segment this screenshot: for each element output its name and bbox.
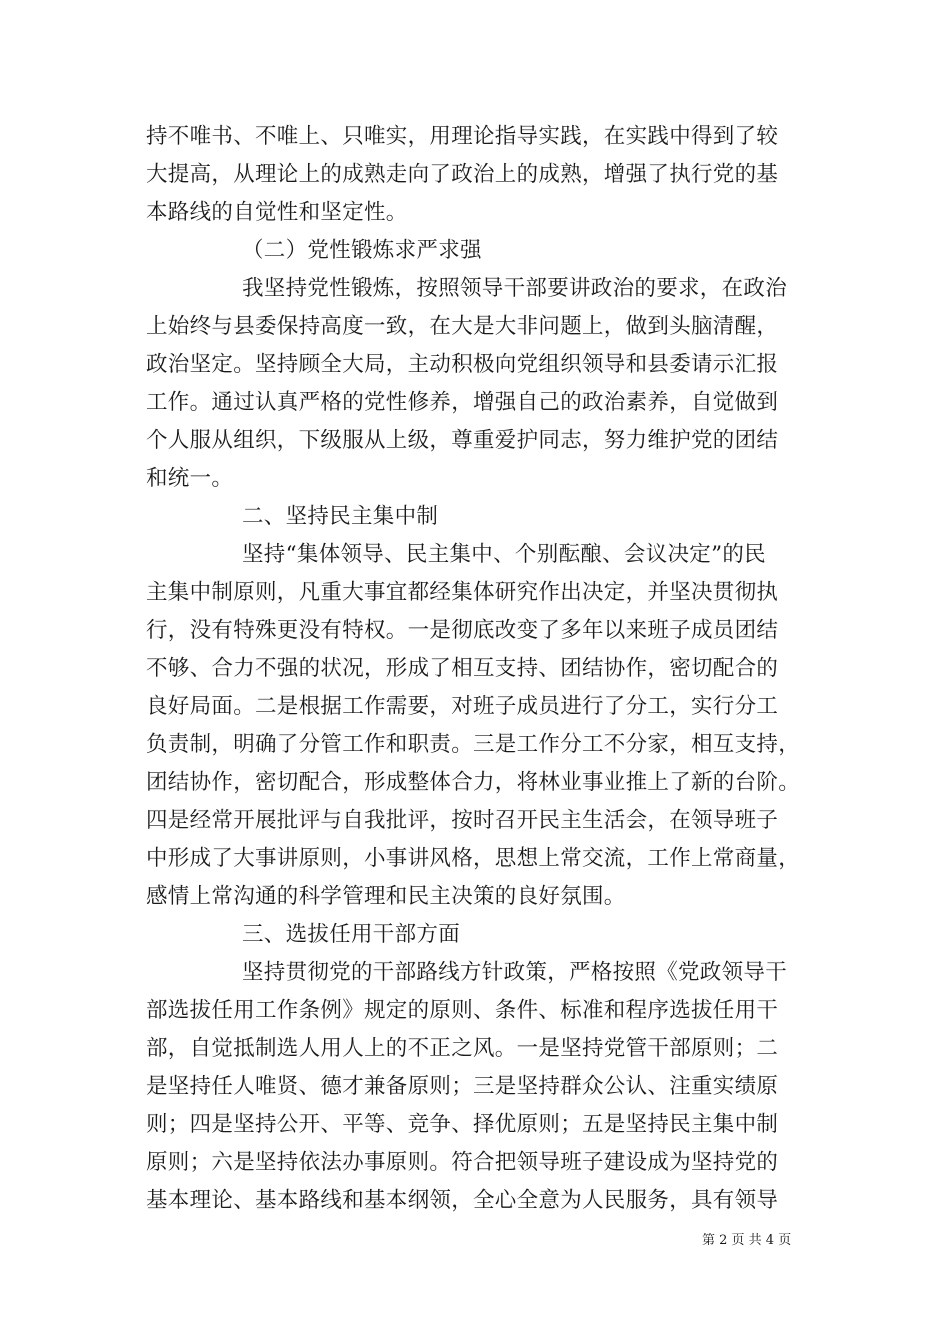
text-line: 基本理论、基本路线和基本纲领，全心全意为人民服务，具有领导 (146, 1188, 779, 1213)
text-line: 感情上常沟通的科学管理和民主决策的良好氛围。 (146, 884, 626, 909)
text-line: 行，没有特殊更没有特权。一是彻底改变了多年以来班子成员团结 (146, 618, 779, 643)
text-line: 坚持贯彻党的干部路线方针政策，严格按照《党政领导干 (242, 960, 788, 985)
text-line: 坚持“集体领导、民主集中、个别酝酿、会议决定”的民 (242, 542, 766, 567)
text-line: 四是经常开展批评与自我批评，按时召开民主生活会，在领导班子 (146, 808, 779, 833)
text-line: 部，自觉抵制选人用人上的不正之风。一是坚持党管干部原则；二 (146, 1036, 779, 1061)
text-line: 大提高，从理论上的成熟走向了政治上的成熟，增强了执行党的基 (146, 162, 779, 187)
section-heading: 三、选拔任用干部方面 (242, 922, 461, 947)
text-line: 主集中制原则，凡重大事宜都经集体研究作出决定，并坚决贯彻执 (146, 580, 779, 605)
text-line: 良好局面。二是根据工作需要，对班子成员进行了分工，实行分工 (146, 694, 779, 719)
text-line: 则；四是坚持公开、平等、竞争、择优原则；五是坚持民主集中制 (146, 1112, 779, 1137)
text-line: 个人服从组织，下级服从上级，尊重爱护同志，努力维护党的团结 (146, 428, 779, 453)
section-heading: 二、坚持民主集中制 (242, 504, 439, 529)
text-line: 本路线的自觉性和坚定性。 (146, 200, 408, 225)
page-number-footer: 第 2 页 共 4 页 (702, 1233, 792, 1248)
text-line: 部选拔任用工作条例》规定的原则、条件、标准和程序选拔任用干 (146, 998, 779, 1023)
text-line: 工作。通过认真严格的党性修养，增强自己的政治素养，自觉做到 (146, 390, 779, 415)
text-line: 和统一。 (146, 466, 234, 491)
text-line: 我坚持党性锻炼，按照领导干部要讲政治的要求，在政治 (242, 276, 788, 301)
text-line: 负责制，明确了分管工作和职责。三是工作分工不分家，相互支持， (146, 732, 801, 757)
text-line: 持不唯书、不唯上、只唯实，用理论指导实践，在实践中得到了较 (146, 124, 779, 149)
text-line: 不够、合力不强的状况，形成了相互支持、团结协作，密切配合的 (146, 656, 779, 681)
text-line: 中形成了大事讲原则，小事讲风格，思想上常交流，工作上常商量， (146, 846, 801, 871)
text-line: 上始终与县委保持高度一致，在大是大非问题上，做到头脑清醒， (146, 314, 779, 339)
text-line: 是坚持任人唯贤、德才兼备原则；三是坚持群众公认、注重实绩原 (146, 1074, 779, 1099)
text-line: 团结协作，密切配合，形成整体合力，将林业事业推上了新的台阶。 (146, 770, 801, 795)
text-line: 原则；六是坚持依法办事原则。符合把领导班子建设成为坚持党的 (146, 1150, 779, 1175)
text-line: 政治坚定。坚持顾全大局，主动积极向党组织领导和县委请示汇报 (146, 352, 779, 377)
section-heading: （二）党性锻炼求严求强 (242, 238, 482, 263)
